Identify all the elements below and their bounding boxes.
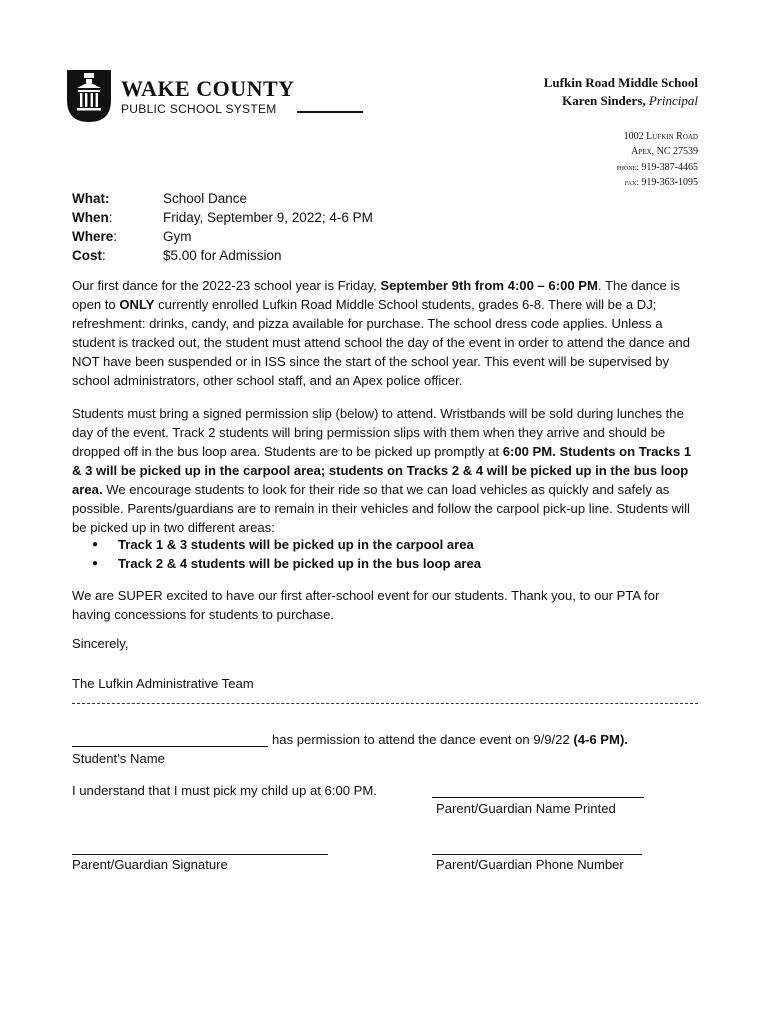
fax-label: fax: — [624, 177, 639, 187]
what-value: School Dance — [163, 191, 248, 206]
signature-team: The Lufkin Administrative Team — [72, 676, 254, 691]
principal-name: Karen Sinders, — [562, 93, 646, 108]
permission-statement: has permission to attend the dance event on 9/9/22 (4-6 PM). — [272, 732, 628, 747]
closing-paragraph: We are SUPER excited to have our first after-school event for our students. Thank you, to our PTA for having concessions for students to purchase. — [72, 588, 660, 622]
student-name-label: Student’s Name — [72, 751, 165, 766]
address-line-2: Apex, NC 27539 — [631, 146, 698, 157]
logo-subtitle: PUBLIC SCHOOL SYSTEM — [121, 102, 277, 116]
phone-number: 919-387-4465 — [641, 162, 698, 173]
principal-title: Principal — [648, 93, 698, 108]
phone-label: phone: — [616, 162, 639, 172]
parent-signature-label: Parent/Guardian Signature — [72, 857, 228, 872]
cut-line — [72, 703, 698, 704]
what-label: What: — [72, 191, 110, 206]
principal-line — [562, 93, 698, 109]
school-building-icon — [67, 70, 111, 122]
pickup-paragraph: Students must bring a signed permission slip (below) to attend. Wristbands will be sold during lunches the day of the event. Track 2 students will bring permission slips with them when they arrive and should be dropped off in the bus loop area. Students are to be picked up promptly at 6:00 PM. Students on Tracks 1 & 3 will be picked up in the carpool area; students on Tracks 2 & 4 will be picked up in the bus loop area. We encourage students to look for their ride so that we can load vehicles as quickly and safely as possible. Parents/guardians are to remain in their vehicles and follow the carpool pick-up line. Students will be picked up in two different areas: — [72, 406, 692, 535]
detail-row-when — [72, 208, 373, 227]
pickup-acknowledgement: I understand that I must pick my child up at 6:00 PM. — [72, 783, 377, 798]
where-label: Where: — [72, 229, 118, 244]
parent-name-label: Parent/Guardian Name Printed — [436, 801, 616, 816]
parent-phone-field[interactable] — [432, 854, 642, 855]
student-name-field[interactable] — [72, 746, 268, 747]
list-item: ● Track 1 & 3 students will be picked up in the carpool area — [92, 535, 481, 554]
detail-row-cost — [72, 246, 373, 265]
when-value: Friday, September 9, 2022; 4-6 PM — [163, 210, 373, 225]
school-name: Lufkin Road Middle School — [543, 75, 698, 90]
logo-rule — [297, 111, 363, 113]
fax-line — [625, 177, 698, 188]
pickup-area-list — [92, 535, 481, 573]
detail-row-what — [72, 189, 373, 208]
event-details — [72, 189, 373, 265]
address-line-1: 1002 Lufkin Road — [623, 131, 698, 142]
fax-number: 919-363-1095 — [641, 177, 698, 188]
list-item: ● Track 2 & 4 students will be picked up in the bus loop area — [92, 554, 481, 573]
phone-line — [616, 162, 698, 173]
parent-name-field[interactable] — [432, 797, 644, 798]
where-value: Gym — [163, 229, 192, 244]
parent-signature-field[interactable] — [72, 854, 328, 855]
cost-value: $5.00 for Admission — [163, 248, 282, 263]
cost-label: Cost: — [72, 248, 106, 263]
detail-row-where — [72, 227, 373, 246]
logo-title: WAKE COUNTY — [121, 76, 295, 101]
when-label: When: — [72, 210, 113, 225]
closing-salutation: Sincerely, — [72, 636, 129, 651]
intro-paragraph: Our first dance for the 2022-23 school year is Friday, September 9th from 4:00 – 6:00 PM. The dance is open to ONLY currently enrolled Lufkin Road Middle School students, grades 6-8. There will be a DJ; refreshment: drinks, candy, and pizza available for purchase. The school dress code applies. Unless a student is tracked out, the student must attend school the day of the event in order to attend the dance and NOT have been suspended or in ISS since the start of the school year. This event will be supervised by school administrators, other school staff, and an Apex police officer. — [72, 278, 690, 388]
parent-phone-label: Parent/Guardian Phone Number — [436, 857, 624, 872]
district-logo — [67, 70, 307, 122]
